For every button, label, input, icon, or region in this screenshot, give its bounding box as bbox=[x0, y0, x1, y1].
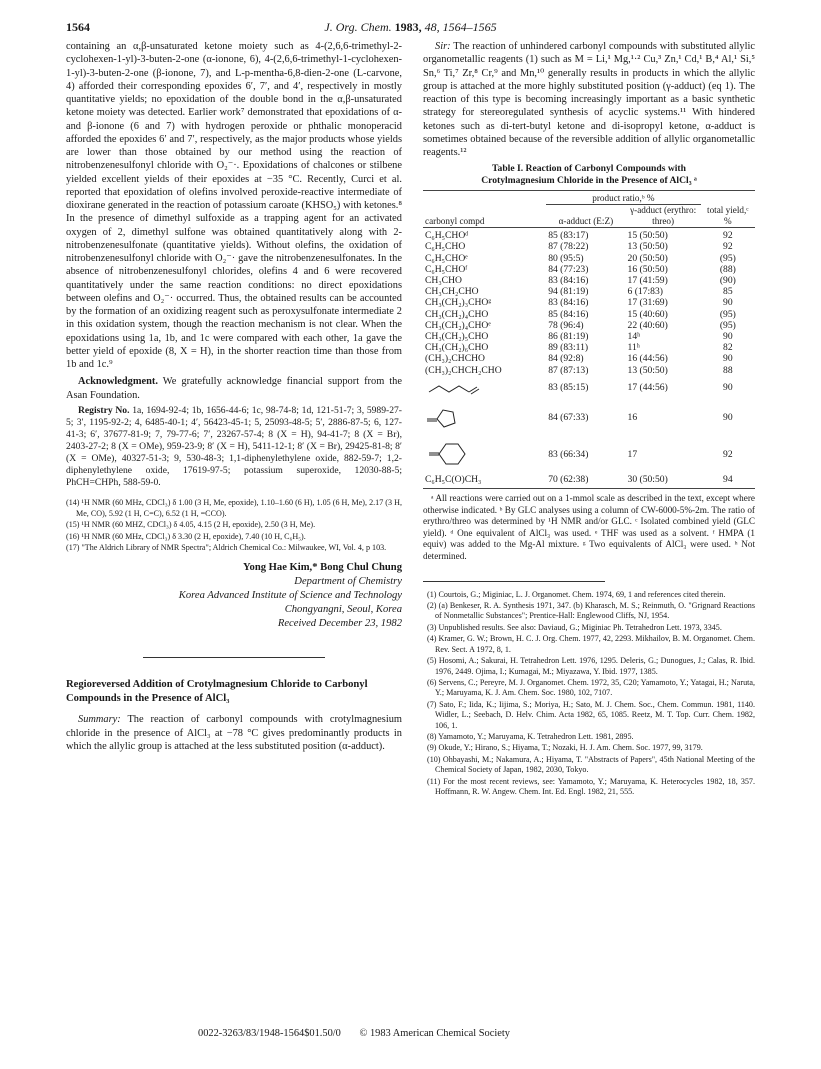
alpha-cell: 84 (92:8) bbox=[548, 353, 584, 365]
footnote: (15) ¹H NMR (60 MHZ, CDCl₃) δ 4.05, 4.15 (2 H, epoxide), 2.50 (3 H, Me). bbox=[66, 520, 316, 530]
acknowledgment bbox=[66, 375, 402, 402]
yield-cell: (88) bbox=[719, 263, 736, 275]
table-title bbox=[423, 163, 755, 187]
table-row bbox=[423, 342, 755, 353]
col-header-compd: carbonyl compd bbox=[425, 216, 485, 227]
yield-cell: 92 bbox=[723, 241, 733, 253]
gamma-cell: 6 (17:83) bbox=[627, 286, 663, 298]
alpha-cell: 84 (67:33) bbox=[548, 412, 589, 424]
article-title: Regioreversed Addition of Crotylmagnesium Chloride to Carbonyl Compounds in the Presence of AlCl₃ bbox=[66, 679, 368, 704]
summary-label: Summary: bbox=[78, 714, 121, 726]
col-header-yield: total yield,ᶜ % bbox=[707, 205, 749, 227]
gamma-cell: 16 bbox=[627, 412, 638, 424]
references-divider bbox=[423, 581, 605, 582]
product-ratio-header: product ratio,ᵇ % bbox=[546, 191, 701, 205]
running-header bbox=[66, 20, 755, 36]
alpha-cell: 83 (84:16) bbox=[548, 275, 589, 287]
reference: (6) Servens, C.; Pereyre, M. J. Organomet. Chem. 1972, 35, C20; Yamamoto, Y.; Yatagai, H.; Naruta, Y.; Maruyama, K. J. Am. Chem. Soc. 1980, 102, 7107. bbox=[427, 677, 755, 698]
reference: (2) (a) Benkeser, R. A. Synthesis 1971, 347. (b) Kharasch, M. S.; Reinmuth, O. "Grignard Reactions of Nonmetallic Substances"; Prentice-Hall: Englewood Cliffs, NJ, 1954. bbox=[427, 601, 755, 621]
compd-cell: C₆H₅C(O)CH₃ bbox=[425, 473, 482, 485]
gamma-cell: 17 bbox=[627, 449, 638, 461]
table-header-row bbox=[423, 205, 755, 228]
table-row bbox=[423, 400, 755, 436]
compd-structure-cyclohexanone bbox=[423, 436, 546, 474]
table-notes bbox=[423, 493, 755, 563]
reference: (11) For the most recent reviews, see: Yamamoto, Y.; Maruyama, K. Heterocycles 1982, 18, 357. Hoffmann, R. W. Angew. Chem. Int. Ed. Engl. 1982, 21, 555. bbox=[427, 776, 755, 796]
page-number: 1564 bbox=[66, 20, 90, 34]
reference: (4) Kramer, G. W.; Brown, H. C. J. Org. Chem. 1977, 42, 2293. Mikhailov, B. M. Organomet. Chem. Rev. Sect. A 1972, 8, 1. bbox=[427, 634, 755, 654]
compd-structure-cyclopentanone bbox=[423, 400, 546, 436]
table-note: ᵃ All reactions were carried out on a 1-mmol scale as described in the text, except where otherwise indicated. ᵇ By GLC analyses using a column of CW-6000-5%-2m. The ratio of erythro/threo was determined by ¹H NMR and/or GLC. ᶜ Isolated combined yield (GLC yield). ᵈ One equivalent of AlCl₃ was used. ᵉ THF was used as a solvent. ᶠ HMPA (1 equiv) was added to the Mg-Al mixture. ᵍ Two equivalents of AlCl₃ were used. ʰ Not determined. bbox=[423, 493, 755, 562]
affiliation-city: Chongyangni, Seoul, Korea bbox=[284, 604, 402, 616]
footnote: (17) "The Aldrich Library of NMR Spectra"; Aldrich Chemical Co.: Milwaukee, WI, Vol. 4, p 103. bbox=[66, 543, 387, 553]
alpha-cell: 83 (84:16) bbox=[548, 297, 589, 309]
ack-text: We gratefully acknowledge financial support from the Asan Foundation. bbox=[66, 376, 402, 401]
yield-cell: 94 bbox=[723, 473, 733, 485]
yield-cell: (95) bbox=[719, 252, 736, 264]
registry-label: Registry No. bbox=[78, 404, 130, 416]
reference: (3) Unpublished results. See also: Daviaud, G.; Miginiac Ph. Tetrahedron Lett. 1973, 3345. bbox=[427, 622, 722, 632]
summary bbox=[66, 713, 402, 753]
gamma-cell: 22 (40:60) bbox=[627, 319, 668, 331]
compd-cell: CH₃CH₂CHO bbox=[425, 286, 479, 298]
gamma-cell: 17 (31:69) bbox=[627, 297, 668, 309]
table-title-line2: Crotylmagnesium Chloride in the Presence of AlCl₃ ᵃ bbox=[481, 175, 697, 187]
compd-cell: C₆H₅CHO bbox=[425, 241, 466, 253]
col-header-alpha: α-adduct (E:Z) bbox=[558, 216, 614, 227]
gamma-cell: 20 (50:50) bbox=[627, 252, 668, 264]
gamma-cell: 30 (50:50) bbox=[627, 473, 668, 485]
table-row bbox=[423, 365, 755, 376]
gamma-cell: 17 (44:56) bbox=[627, 382, 668, 394]
alpha-cell: 85 (83:17) bbox=[548, 230, 589, 242]
table-row bbox=[423, 286, 755, 297]
compd-structure-enal bbox=[423, 376, 546, 400]
table-row bbox=[423, 320, 755, 331]
yield-cell: 90 bbox=[723, 353, 733, 365]
reference: (10) Ohbayashi, M.; Nakamura, A.; Hiyama, T. "Abstracts of Papers", 45th National Meeting of the Chemical Society of Japan, 1982, 2030, Tokyo. bbox=[427, 754, 755, 775]
alpha-cell: 87 (87:13) bbox=[548, 364, 589, 376]
alpha-cell: 70 (62:38) bbox=[548, 473, 589, 485]
affiliation-dept: Department of Chemistry bbox=[294, 576, 402, 588]
alpha-cell: 86 (81:19) bbox=[548, 331, 589, 343]
reference: (5) Hosomi, A.; Sakurai, H. Tetrahedron Lett. 1976, 1295. Deleris, G.; Dunogues, J.; Calas, R. Ibid. 1976, 2449. Ojima, I.; Kumagai, M.; Miyazawa, Y. Ibid. 1977, 1385. bbox=[427, 656, 755, 676]
registry-numbers bbox=[66, 405, 402, 490]
cyclopentanone-structure-icon bbox=[425, 406, 495, 432]
table-row bbox=[423, 228, 755, 242]
compd-cell: CH₃(CH₂)₄CHO bbox=[425, 308, 489, 320]
compd-cell: C₆H₅CHOᵈ bbox=[425, 230, 469, 242]
summary-text: The reaction of carbonyl compounds with crotylmagnesium chloride in the presence of AlCl₃ at −78 °C gives predominantly products in which the allylic group is attached at the less substituted position (α-adduct). bbox=[66, 714, 402, 752]
gamma-cell: 11ʰ bbox=[627, 342, 640, 354]
yield-cell: 82 bbox=[723, 342, 733, 354]
footnote: (16) ¹H NMR (60 MHz, CDCl₃) δ 3.30 (2 H, epoxide), 7.40 (10 H, C₆H₅). bbox=[66, 531, 306, 541]
section-divider bbox=[143, 657, 325, 658]
table-body bbox=[423, 228, 755, 376]
col-header-gamma: γ-adduct (erythro: threo) bbox=[630, 205, 697, 227]
table-row bbox=[423, 253, 755, 264]
left-column bbox=[66, 40, 402, 753]
gamma-cell: 13 (50:50) bbox=[627, 241, 668, 253]
alpha-cell: 83 (66:34) bbox=[548, 449, 589, 461]
registry-text: 1a, 1694-92-4; 1b, 1656-44-6; 1c, 98-74-8; 1d, 121-51-7; 3, 5989-27-5; 3′, 1195-92-2; 4, 6485-40-1; 4′, 56423-45-1; 5, 25093-48-5; 5′, 2886-87-5; 6, 127-41-3; 6′, 37677-81-9; 7, 79-77-6; 7′, 23267-57-4; 8 (X = H), 94-41-7; 8 (X = Br), 2403-27-2; 8 (X = OMe), 959-23-9; 8′ (X = H), 5411-12-1; 8′ (X = Br), 29425-81-8; 8′ (X = OMe), 40327-51-3; 9, 530-48-3; 1,1-diphenylethylene oxide, 882-59-7; 1,2-diphenylethylene oxide, 17619-97-5; potassium superoxide, 12030-88-5; PhCH=CHPh, 588-59-0. bbox=[66, 404, 402, 489]
received-date: Received December 23, 1982 bbox=[277, 618, 402, 630]
reference: (9) Okude, Y.; Hirano, S.; Hiyama, T.; Nozaki, H. J. Am. Chem. Soc. 1977, 99, 3179. bbox=[427, 743, 703, 753]
table-row bbox=[423, 436, 755, 474]
journal-year: 1983, bbox=[394, 20, 422, 34]
table-row bbox=[423, 353, 755, 364]
yield-cell: (95) bbox=[719, 308, 736, 320]
reference: (7) Sato, F.; Iida, K.; Iijima, S.; Moriya, H.; Sato, M. J. Chem. Soc., Chem. Commun. 1981, 1140. Widler, L.; Seebach, D. Helv. Chim. Acta 1982, 65, 1085. Reetz, M. T. Top. Curr. Chem. 1982, 106, 1. bbox=[427, 699, 755, 730]
right-column bbox=[423, 40, 755, 798]
yield-cell: (95) bbox=[719, 319, 736, 331]
yield-cell: 88 bbox=[723, 364, 733, 376]
footnotes bbox=[66, 498, 402, 553]
alpha-cell: 89 (83:11) bbox=[548, 342, 589, 354]
alpha-cell: 78 (96:4) bbox=[548, 319, 584, 331]
author-names: Yong Hae Kim,* Bong Chul Chung bbox=[243, 562, 402, 574]
table-group-header-row bbox=[423, 191, 755, 205]
sir-text: The reaction of unhindered carbonyl compounds with substituted allylic organometallic reagents (1) such as M = Li,¹ Mg,¹·² Cu,³ Zn,¹ Cd,¹ B,⁴ Al,¹ Si,⁵ Sn,⁶ Ti,⁷ Zr,⁸ Cr,⁹ and Mn,¹⁰ generally results in products in which the allylic group is attached at the more highly substituted position (γ-adduct) (eq 1). The reaction of this type is becoming increasingly important as a basic synthetic strategy for stereoregulated synthesis of acyclic systems.¹¹ With hindered ketones such as di-tert-butyl ketone and di-isopropyl ketone, α-adduct is sometimes obtained because of the reversible addition of allylic organometallic reagents.¹² bbox=[423, 41, 755, 158]
article-code: 0022-3263/83/1948-1564$01.50/0 bbox=[198, 1028, 341, 1039]
gamma-cell: 13 (50:50) bbox=[627, 364, 668, 376]
gamma-cell: 16 (44:56) bbox=[627, 353, 668, 365]
alpha-cell: 85 (84:16) bbox=[548, 308, 589, 320]
copyright: © 1983 American Chemical Society bbox=[359, 1028, 510, 1039]
table-row bbox=[423, 241, 755, 252]
affiliation-institute: Korea Advanced Institute of Science and Technology bbox=[178, 590, 402, 602]
alpha-cell: 94 (81:19) bbox=[548, 286, 589, 298]
sir-paragraph bbox=[423, 40, 755, 159]
journal-name: J. Org. Chem. bbox=[324, 20, 392, 34]
alpha-cell: 87 (78:22) bbox=[548, 241, 589, 253]
table-row bbox=[423, 474, 755, 489]
compd-cell: C₆H₅CHOᵉ bbox=[425, 252, 468, 264]
table-row bbox=[423, 376, 755, 400]
compd-cell: (CH₃)₂CHCHO bbox=[425, 353, 485, 365]
alpha-cell: 83 (85:15) bbox=[548, 382, 589, 394]
compd-cell: C₆H₅CHOᶠ bbox=[425, 263, 468, 275]
compd-cell: CH₃CHO bbox=[425, 275, 462, 287]
crotonaldehyde-structure-icon bbox=[425, 380, 495, 400]
gamma-cell: 15 (50:50) bbox=[627, 230, 668, 242]
table-row bbox=[423, 264, 755, 275]
compd-cell: CH₃(CH₂)₄CHOᵉ bbox=[425, 319, 491, 331]
yield-cell: 90 bbox=[723, 331, 733, 343]
yield-cell: 92 bbox=[723, 449, 733, 461]
references bbox=[423, 590, 755, 798]
table-row bbox=[423, 331, 755, 342]
table-row bbox=[423, 297, 755, 308]
compd-cell: CH₃(CH₂)₃CHOᵍ bbox=[425, 297, 492, 309]
compd-cell: CH₃(CH₂)₆CHO bbox=[425, 342, 489, 354]
alpha-cell: 80 (95:5) bbox=[548, 252, 584, 264]
table-row bbox=[423, 309, 755, 320]
journal-pages: 1564–1565 bbox=[442, 20, 497, 34]
compd-cell: CH₃(CH₂)₅CHO bbox=[425, 331, 489, 343]
journal-citation bbox=[66, 20, 755, 35]
body-paragraph: containing an α,β-unsaturated ketone moiety such as 4-(2,6,6-trimethyl-2-cyclohexen-1-yl)-3-buten-2-one (α-ionone, 6), 4-(2,6,6-trimethyl-1-cyclohexen-1-yl)-3-buten-2-one (β-ionone, 7), and L-p-mentha-6,8-dien-2-one (L-carvone, 4) afforded their corresponding epoxides 6′, 7′, and 4′, respectively in mostly quantitative yields; no epoxidation of the double bond in the α,β-unsaturated ketone moiety was detected. Earlier work⁷ demonstrated that epoxidations of α- and β-ionone (6 and 7) with hydrogen peroxide or phthalic monoperacid afforded the epoxides 6′ and 7′, respectively, as the major products whose yields are lower than those obtained by our method using the reaction of nitrobenzenesulfonyl chloride with O₂⁻·. Epoxidations of chalcones or stilbene yielded excellent yields of their epoxides at −35 °C. Recently, Curci et al. reported that epoxidation of olefins involved peroxide-reactive intermediate of dioxirane generated in the reaction of potassium caroate (KHSO₅) with ketones.⁸ In the presence of dimethyl sulfoxide as a trapping agent for an activated oxygen of 2, dimethyl sulfone was obtained quantitatively along with 2-nitrobenzenesulfonate (quantitative yields). Without olefins, the oxidation of nitrobenzenesulfonyl chloride with O₂⁻· gave the nitrobenzenesulfonates. In the absence of nitrobenzenesulfonyl chlorides, olefins 4 and 6 were recovered quantitatively under the same reaction conditions: no direct epoxidations between olefins and O₂⁻· occurred. Thus, the obtained results can be accounted by the formation of an oxidizing reagent such as peroxysulfonate intermediate 2 in this oxidation system, though the reaction mechanism is not clear. When the epoxidations using 1a, 1b, and 1c were compared with each other, 1a gave the better yield of epoxide (8, X = H), in the shorter reaction time than those from 1b and 1c.⁹ bbox=[66, 41, 402, 370]
table-title-line1: Table I. Reaction of Carbonyl Compounds with bbox=[492, 163, 686, 175]
yield-cell: 90 bbox=[723, 412, 733, 424]
alpha-cell: 84 (77:23) bbox=[548, 263, 589, 275]
page-footer bbox=[190, 1028, 518, 1039]
gamma-cell: 14ʰ bbox=[627, 331, 641, 343]
results-table bbox=[423, 190, 755, 489]
table-row bbox=[423, 275, 755, 286]
reference: (1) Courtois, G.; Miginiac, L. J. Organomet. Chem. 1974, 69, 1 and references cited therein. bbox=[427, 589, 726, 599]
author-block bbox=[66, 561, 402, 631]
sir-label: Sir: bbox=[435, 41, 451, 52]
journal-volume: 48, bbox=[424, 20, 440, 34]
yield-cell: 92 bbox=[723, 230, 733, 242]
yield-cell: (90) bbox=[719, 275, 736, 287]
yield-cell: 85 bbox=[723, 286, 733, 298]
footnote: (14) ¹H NMR (60 MHz, CDCl₃) δ 1.00 (3 H, Me, epoxide), 1.10–1.60 (6 H), 1.05 (6 H, Me), 2.17 (3 H, Me, CO), 5.92 (1 H, C=C), 6.52 (1 H, =CCO). bbox=[66, 498, 402, 518]
gamma-cell: 15 (40:60) bbox=[627, 308, 668, 320]
gamma-cell: 16 (50:50) bbox=[627, 263, 668, 275]
compd-cell: (CH₃)₂CHCH₂CHO bbox=[425, 364, 502, 376]
ack-label: Acknowledgment. bbox=[78, 376, 158, 388]
yield-cell: 90 bbox=[723, 297, 733, 309]
reference: (8) Yamamoto, Y.; Maruyama, K. Tetrahedron Lett. 1981, 2895. bbox=[427, 731, 634, 741]
cyclohexanone-structure-icon bbox=[425, 440, 495, 468]
gamma-cell: 17 (41:59) bbox=[627, 275, 668, 287]
yield-cell: 90 bbox=[723, 382, 733, 394]
